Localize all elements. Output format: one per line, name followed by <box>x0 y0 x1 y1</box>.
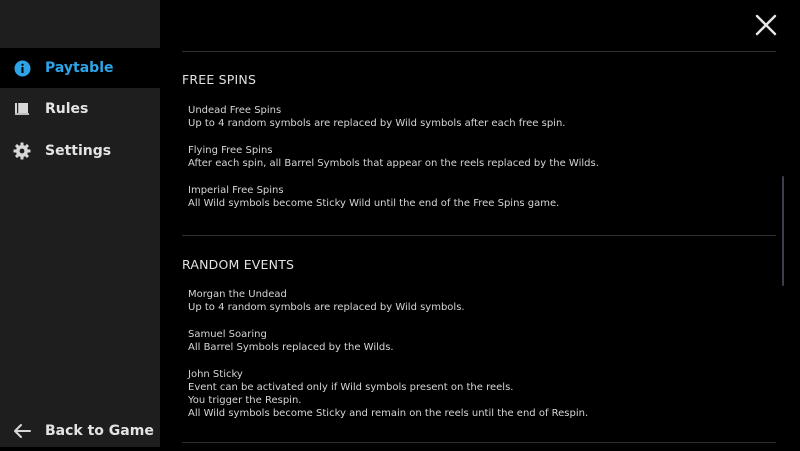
sidebar-item-label: Settings <box>45 143 112 159</box>
paytable-content <box>160 0 800 447</box>
scrollbar[interactable] <box>782 176 784 286</box>
entry-samuel-soaring <box>188 328 768 354</box>
sidebar-item-paytable[interactable] <box>0 48 160 88</box>
entry-description: All Wild symbols become Sticky Wild until the end of the Free Spins game. <box>188 198 560 209</box>
section-title-random-events: RANDOM EVENTS <box>182 257 295 272</box>
sidebar-item-rules[interactable] <box>0 89 160 129</box>
section-title-free-spins: FREE SPINS <box>182 72 257 87</box>
entry-description: Up to 4 random symbols are replaced by Wild symbols. <box>188 302 465 313</box>
entry-description: You trigger the Respin. <box>188 395 302 406</box>
entry-description: All Barrel Symbols replaced by the Wilds. <box>188 342 394 353</box>
entry-imperial-free-spins <box>188 184 768 210</box>
entry-description: All Wild symbols become Sticky and remain on the reels until the end of Respin. <box>188 408 589 419</box>
entry-name: Morgan the Undead <box>188 289 287 300</box>
entry-morgan-the-undead <box>188 288 768 314</box>
sidebar <box>0 0 160 447</box>
back-to-game-button[interactable] <box>0 411 160 451</box>
book-icon <box>13 100 31 118</box>
entry-description: After each spin, all Barrel Symbols that appear on the reels replaced by the Wilds. <box>188 158 599 169</box>
entry-description: Event can be activated only if Wild symbols present on the reels. <box>188 382 514 393</box>
back-to-game-label: Back to Game <box>45 423 154 439</box>
entry-name: John Sticky <box>188 369 243 380</box>
entry-john-sticky <box>188 368 768 420</box>
divider <box>182 442 776 443</box>
entry-name: Samuel Soaring <box>188 329 267 340</box>
sidebar-item-label: Paytable <box>45 60 114 76</box>
entry-name: Undead Free Spins <box>188 105 282 116</box>
entry-name: Flying Free Spins <box>188 145 273 156</box>
info-icon <box>13 59 31 77</box>
sidebar-item-label: Rules <box>45 101 89 117</box>
divider <box>182 235 776 236</box>
gear-icon <box>13 142 31 160</box>
entry-name: Imperial Free Spins <box>188 185 284 196</box>
sidebar-item-settings[interactable] <box>0 131 160 171</box>
entry-undead-free-spins <box>188 104 768 130</box>
entry-description: Up to 4 random symbols are replaced by Wild symbols after each free spin. <box>188 118 566 129</box>
entry-flying-free-spins <box>188 144 768 170</box>
arrow-left-icon <box>13 422 31 440</box>
divider <box>182 51 776 52</box>
